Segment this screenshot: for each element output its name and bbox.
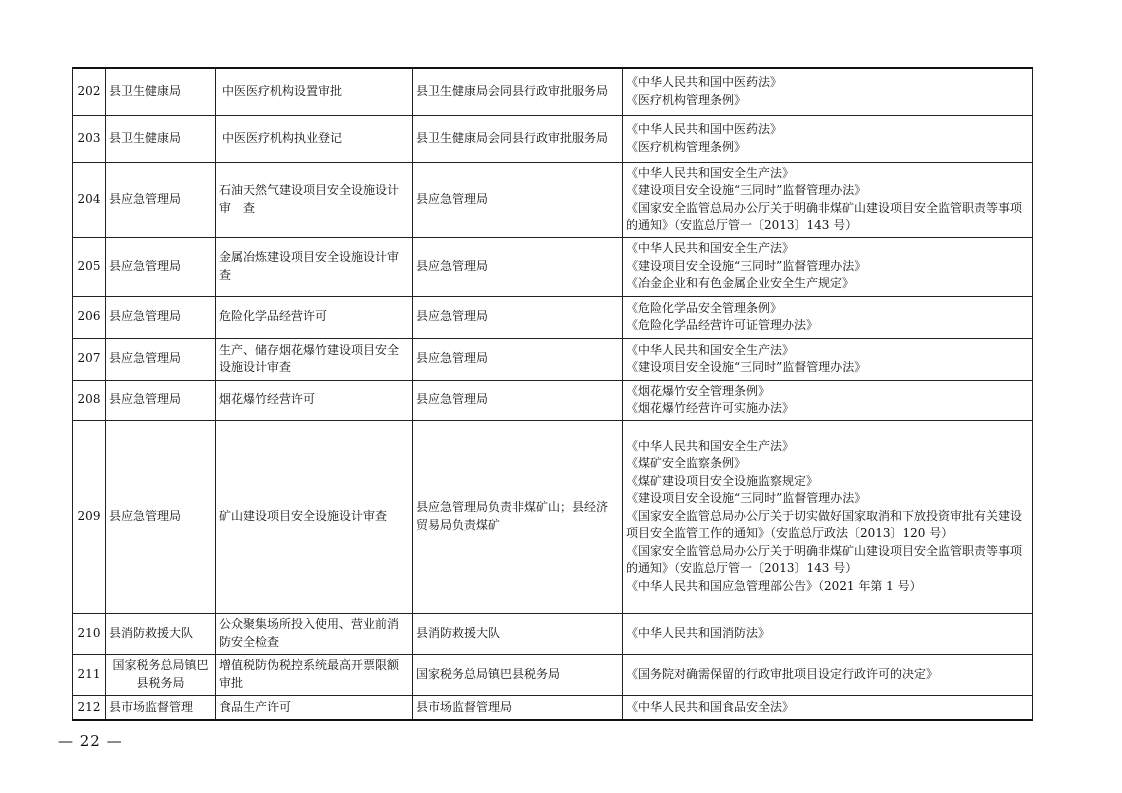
legal-basis-line: 《冶金企业和有色金属企业安全生产规定》 <box>626 276 855 291</box>
legal-basis-line: 《建设项目安全设施“三同时”监督管理办法》 <box>626 258 867 273</box>
page-number: — 22 — <box>58 732 123 750</box>
item-name-cell: 公众聚集场所投入使用、营业前消防安全检查 <box>216 613 413 654</box>
item-name-cell: 危险化学品经营许可 <box>216 296 413 338</box>
legal-basis-line: 《烟花爆竹安全管理条例》 <box>626 383 771 398</box>
department-cell: 县应急管理局 <box>106 380 216 420</box>
implementing-body-cell: 县应急管理局负责非煤矿山；县经济贸易局负责煤矿 <box>413 420 623 613</box>
department-cell: 国家税务总局镇巴县税务局 <box>106 654 216 695</box>
legal-basis-line: 《国家安全监管总局办公厅关于明确非煤矿山建设项目安全监管职责等事项的通知》（安监总厅管一〔2013〕143 号） <box>626 200 1023 232</box>
implementing-body-cell: 县市场监督管理局 <box>413 695 623 720</box>
legal-basis-cell <box>623 338 1033 380</box>
implementing-body-cell: 县应急管理局 <box>413 380 623 420</box>
item-number: 212 <box>73 695 106 720</box>
item-number: 206 <box>73 296 106 338</box>
legal-basis-line: 《中华人民共和国安全生产法》 <box>626 342 795 357</box>
item-number: 207 <box>73 338 106 380</box>
item-number: 208 <box>73 380 106 420</box>
implementing-body-cell: 县应急管理局 <box>413 296 623 338</box>
legal-basis-line: 《煤矿安全监察条例》 <box>626 456 747 471</box>
legal-basis-cell <box>623 296 1033 338</box>
implementing-body-cell: 县应急管理局 <box>413 338 623 380</box>
item-name-cell: 石油天然气建设项目安全设施设计审 查 <box>216 162 413 237</box>
table-row <box>73 338 1033 380</box>
department-cell: 县应急管理局 <box>106 420 216 613</box>
table-row <box>73 613 1033 654</box>
item-name-cell: 食品生产许可 <box>216 695 413 720</box>
legal-basis-cell <box>623 68 1033 115</box>
implementing-body-cell: 县应急管理局 <box>413 162 623 237</box>
department-cell: 县市场监督管理 <box>106 695 216 720</box>
table-body <box>73 68 1033 720</box>
item-number: 203 <box>73 115 106 162</box>
legal-basis-line: 《中华人民共和国安全生产法》 <box>626 438 795 453</box>
item-name-cell: 中医医疗机构设置审批 <box>216 68 413 115</box>
table-row <box>73 296 1033 338</box>
item-name-cell: 生产、储存烟花爆竹建设项目安全设施设计审查 <box>216 338 413 380</box>
legal-basis-line: 《中华人民共和国中医药法》 <box>626 122 783 136</box>
legal-basis-line: 《医疗机构管理条例》 <box>626 92 747 107</box>
legal-basis-line: 《危险化学品经营许可证管理办法》 <box>626 318 819 332</box>
legal-basis-cell <box>623 654 1033 695</box>
table-row <box>73 115 1033 162</box>
legal-basis-line: 《医疗机构管理条例》 <box>626 139 747 154</box>
department-cell: 县卫生健康局 <box>106 68 216 115</box>
department-cell: 县消防救援大队 <box>106 613 216 654</box>
item-number: 211 <box>73 654 106 695</box>
legal-basis-line: 《烟花爆竹经营许可实施办法》 <box>626 401 795 415</box>
legal-basis-line: 《建设项目安全设施“三同时”监督管理办法》 <box>626 360 867 374</box>
legal-basis-cell <box>623 613 1033 654</box>
item-number: 210 <box>73 613 106 654</box>
legal-basis-line: 《中华人民共和国应急管理部公告》（2021 年第 1 号） <box>626 578 922 593</box>
item-name-cell: 中医医疗机构执业登记 <box>216 115 413 162</box>
legal-basis-line: 《建设项目安全设施“三同时”监督管理办法》 <box>626 491 867 506</box>
item-number: 209 <box>73 420 106 613</box>
implementing-body-cell: 国家税务总局镇巴县税务局 <box>413 654 623 695</box>
table-row <box>73 68 1033 115</box>
item-name-cell: 烟花爆竹经营许可 <box>216 380 413 420</box>
legal-basis-cell <box>623 115 1033 162</box>
implementing-body-cell: 县卫生健康局会同县行政审批服务局 <box>413 115 623 162</box>
table-row <box>73 162 1033 237</box>
department-cell: 县应急管理局 <box>106 296 216 338</box>
legal-basis-cell <box>623 162 1033 237</box>
legal-basis-line: 《中华人民共和国食品安全法》 <box>626 699 795 714</box>
department-cell: 县应急管理局 <box>106 338 216 380</box>
legal-basis-line: 《国家安全监管总局办公厅关于明确非煤矿山建设项目安全监管职责等事项的通知》（安监总厅管一〔2013〕143 号） <box>626 543 1023 576</box>
table-row <box>73 695 1033 720</box>
implementing-body-cell: 县应急管理局 <box>413 237 623 296</box>
table-row <box>73 420 1033 613</box>
item-name-cell: 增值税防伪税控系统最高开票限额审批 <box>216 654 413 695</box>
legal-basis-cell <box>623 695 1033 720</box>
item-number: 205 <box>73 237 106 296</box>
table-row <box>73 654 1033 695</box>
table-row <box>73 380 1033 420</box>
legal-basis-line: 《国务院对确需保留的行政审批项目设定行政许可的决定》 <box>626 666 939 681</box>
implementing-body-cell: 县消防救援大队 <box>413 613 623 654</box>
item-number: 204 <box>73 162 106 237</box>
department-cell: 县卫生健康局 <box>106 115 216 162</box>
legal-basis-line: 《中华人民共和国安全生产法》 <box>626 165 795 180</box>
legal-basis-cell <box>623 237 1033 296</box>
item-name-cell: 矿山建设项目安全设施设计审查 <box>216 420 413 613</box>
legal-basis-cell <box>623 380 1033 420</box>
approval-items-table <box>72 67 1033 721</box>
implementing-body-cell: 县卫生健康局会同县行政审批服务局 <box>413 68 623 115</box>
legal-basis-line: 《中华人民共和国中医药法》 <box>626 75 783 90</box>
legal-basis-line: 《国家安全监管总局办公厅关于切实做好国家取消和下放投资审批有关建设项目安全监管工作的通知》（安监总厅政法〔2013〕120 号） <box>626 508 1023 541</box>
legal-basis-line: 《中华人民共和国消防法》 <box>626 625 771 640</box>
table-row <box>73 237 1033 296</box>
legal-basis-line: 《煤矿建设项目安全设施监察规定》 <box>626 473 819 488</box>
department-cell: 县应急管理局 <box>106 237 216 296</box>
item-number: 202 <box>73 68 106 115</box>
item-name-cell: 金属冶炼建设项目安全设施设计审查 <box>216 237 413 296</box>
legal-basis-line: 《危险化学品安全管理条例》 <box>626 300 783 315</box>
department-cell: 县应急管理局 <box>106 162 216 237</box>
legal-basis-line: 《中华人民共和国安全生产法》 <box>626 241 795 256</box>
legal-basis-line: 《建设项目安全设施“三同时”监督管理办法》 <box>626 183 867 197</box>
legal-basis-cell <box>623 420 1033 613</box>
